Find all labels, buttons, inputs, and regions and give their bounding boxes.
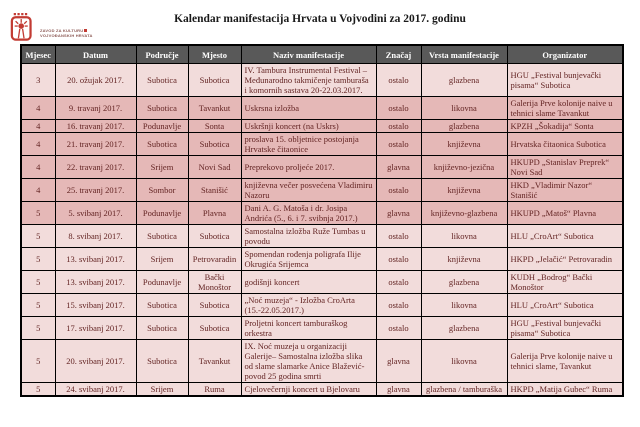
cell-podrucje: Subotica xyxy=(136,97,188,120)
table-row xyxy=(21,383,623,397)
cell-znacaj: ostalo xyxy=(376,179,421,202)
cell-organizator: KUDH „Bodrog“ Bački Monoštor xyxy=(507,271,623,294)
cell-mjesec: 4 xyxy=(21,156,55,179)
cell-naziv-manifestacije: Dani A. G. Matoša i dr. Josipa Andrića (5., 6. i 7. svibnja 2017.) xyxy=(241,202,376,225)
cell-mjesto: Subotica xyxy=(188,317,241,340)
cell-organizator: Galerija Prve kolonije naive u tehnici slame, Tavankut xyxy=(507,340,623,383)
cell-mjesec: 3 xyxy=(21,64,55,97)
cell-naziv-manifestacije: IV. Tambura Instrumental Festival – Međunarodno takmičenje tamburaša i komornih sastava 20-22.03.2017. xyxy=(241,64,376,97)
cell-znacaj: glavna xyxy=(376,202,421,225)
cell-vrsta-manifestacije: književna xyxy=(421,248,507,271)
table-row xyxy=(21,294,623,317)
cell-znacaj: ostalo xyxy=(376,64,421,97)
cell-datum: 24. svibanj 2017. xyxy=(55,383,136,397)
cell-organizator: KPZH „Šokadija“ Sonta xyxy=(507,120,623,133)
cell-datum: 13. svibanj 2017. xyxy=(55,271,136,294)
cell-znacaj: ostalo xyxy=(376,271,421,294)
cell-mjesto: Sonta xyxy=(188,120,241,133)
cell-znacaj: glavna xyxy=(376,383,421,397)
cell-mjesto: Novi Sad xyxy=(188,156,241,179)
events-table xyxy=(20,44,624,397)
table-row xyxy=(21,271,623,294)
cell-mjesto: Petrovaradin xyxy=(188,248,241,271)
cell-organizator: HGU „Festival bunjevački pisama“ Subotica xyxy=(507,317,623,340)
logo-org-line1: ZAVOD ZA KULTURU xyxy=(40,28,84,33)
table-row xyxy=(21,120,623,133)
column-header: Datum xyxy=(55,45,136,64)
cell-mjesec: 4 xyxy=(21,97,55,120)
cell-mjesto: Subotica xyxy=(188,294,241,317)
cell-znacaj: ostalo xyxy=(376,248,421,271)
cell-datum: 8. svibanj 2017. xyxy=(55,225,136,248)
cell-podrucje: Subotica xyxy=(136,340,188,383)
cell-podrucje: Srijem xyxy=(136,248,188,271)
cell-podrucje: Sombor xyxy=(136,179,188,202)
cell-podrucje: Subotica xyxy=(136,133,188,156)
cell-datum: 22. travanj 2017. xyxy=(55,156,136,179)
column-header: Naziv manifestacije xyxy=(241,45,376,64)
cell-naziv-manifestacije: književna večer posvećena Vladimiru Nazoru xyxy=(241,179,376,202)
cell-znacaj: ostalo xyxy=(376,294,421,317)
cell-podrucje: Subotica xyxy=(136,225,188,248)
cell-mjesec: 5 xyxy=(21,225,55,248)
cell-naziv-manifestacije: Preprekovo proljeće 2017. xyxy=(241,156,376,179)
cell-naziv-manifestacije: Uskrsna izložba xyxy=(241,97,376,120)
cell-datum: 13. svibanj 2017. xyxy=(55,248,136,271)
cell-mjesto: Stanišić xyxy=(188,179,241,202)
cell-datum: 17. svibanj 2017. xyxy=(55,317,136,340)
cell-podrucje: Subotica xyxy=(136,64,188,97)
cell-mjesec: 5 xyxy=(21,294,55,317)
cell-naziv-manifestacije: Spomendan rođenja poligrafa Ilije Okrugića Srijemca xyxy=(241,248,376,271)
cell-organizator: HLU „CroArt“ Subotica xyxy=(507,225,623,248)
cell-mjesec: 4 xyxy=(21,179,55,202)
cell-vrsta-manifestacije: likovna xyxy=(421,340,507,383)
cell-mjesec: 5 xyxy=(21,317,55,340)
cell-mjesec: 5 xyxy=(21,271,55,294)
cell-datum: 5. svibanj 2017. xyxy=(55,202,136,225)
cell-naziv-manifestacije: Uskršnji koncert (na Uskrs) xyxy=(241,120,376,133)
cell-mjesto: Subotica xyxy=(188,64,241,97)
cell-organizator: HKD „Vladimir Nazor“ Stanišić xyxy=(507,179,623,202)
cell-znacaj: ostalo xyxy=(376,97,421,120)
cell-naziv-manifestacije: „Noć muzeja“ - Izložba CroArta (15.-22.05.2017.) xyxy=(241,294,376,317)
cell-mjesto: Bački Monoštor xyxy=(188,271,241,294)
cell-datum: 9. travanj 2017. xyxy=(55,97,136,120)
table-row xyxy=(21,156,623,179)
cell-vrsta-manifestacije: likovna xyxy=(421,97,507,120)
cell-znacaj: ostalo xyxy=(376,317,421,340)
logo-org-line2: VOJVOĐANSKIH HRVATA xyxy=(40,33,93,38)
cell-vrsta-manifestacije: likovna xyxy=(421,225,507,248)
cell-vrsta-manifestacije: književna xyxy=(421,133,507,156)
cell-podrucje: Subotica xyxy=(136,317,188,340)
column-header: Mjesec xyxy=(21,45,55,64)
column-header: Organizator xyxy=(507,45,623,64)
cell-mjesto: Tavankut xyxy=(188,340,241,383)
column-header: Područje xyxy=(136,45,188,64)
cell-organizator: Hrvatska čitaonica Subotica xyxy=(507,133,623,156)
cell-organizator: HKUPD „Stanislav Preprek“ Novi Sad xyxy=(507,156,623,179)
cell-znacaj: ostalo xyxy=(376,120,421,133)
cell-mjesto: Ruma xyxy=(188,383,241,397)
column-header: Mjesto xyxy=(188,45,241,64)
cell-organizator: HGU „Festival bunjevački pisama“ Subotica xyxy=(507,64,623,97)
cell-podrucje: Podunavlje xyxy=(136,120,188,133)
table-row xyxy=(21,64,623,97)
cell-vrsta-manifestacije: književno-glazbena xyxy=(421,202,507,225)
cell-vrsta-manifestacije: glazbena xyxy=(421,317,507,340)
cell-vrsta-manifestacije: glazbena / tamburaška xyxy=(421,383,507,397)
table-row xyxy=(21,202,623,225)
cell-organizator: HKPD „Jelačić“ Petrovaradin xyxy=(507,248,623,271)
cell-organizator: HLU „CroArt“ Subotica xyxy=(507,294,623,317)
cell-znacaj: ostalo xyxy=(376,225,421,248)
cell-mjesec: 4 xyxy=(21,120,55,133)
cell-mjesec: 5 xyxy=(21,340,55,383)
cell-mjesec: 5 xyxy=(21,383,55,397)
cell-organizator: HKUPD „Matoš“ Plavna xyxy=(507,202,623,225)
table-row xyxy=(21,340,623,383)
cell-mjesec: 5 xyxy=(21,202,55,225)
logo-org-name xyxy=(40,28,93,41)
cell-mjesto: Plavna xyxy=(188,202,241,225)
cell-podrucje: Subotica xyxy=(136,294,188,317)
logo-square-icon xyxy=(84,29,87,32)
cell-vrsta-manifestacije: književna xyxy=(421,179,507,202)
cell-naziv-manifestacije: godišnji koncert xyxy=(241,271,376,294)
cell-organizator: HKPD „Matija Gubec“ Ruma xyxy=(507,383,623,397)
cell-datum: 21. travanj 2017. xyxy=(55,133,136,156)
cell-vrsta-manifestacije: književno-jezična xyxy=(421,156,507,179)
cell-datum: 15. svibanj 2017. xyxy=(55,294,136,317)
cell-mjesec: 4 xyxy=(21,133,55,156)
cell-datum: 25. travanj 2017. xyxy=(55,179,136,202)
cell-mjesto: Subotica xyxy=(188,225,241,248)
table-body xyxy=(21,64,623,397)
cell-vrsta-manifestacije: glazbena xyxy=(421,64,507,97)
cell-podrucje: Podunavlje xyxy=(136,271,188,294)
cell-podrucje: Podunavlje xyxy=(136,202,188,225)
table-row xyxy=(21,179,623,202)
cell-naziv-manifestacije: IX. Noć muzeja u organizaciji Galerije– Samostalna izložba slika od slame slamarke Anice Blažević- povod 25 godina smrti xyxy=(241,340,376,383)
table-row xyxy=(21,248,623,271)
cell-mjesto: Subotica xyxy=(188,133,241,156)
cell-vrsta-manifestacije: glazbena xyxy=(421,120,507,133)
cell-znacaj: glavna xyxy=(376,156,421,179)
cell-vrsta-manifestacije: glazbena xyxy=(421,271,507,294)
cell-znacaj: ostalo xyxy=(376,133,421,156)
cell-podrucje: Srijem xyxy=(136,383,188,397)
cell-mjesec: 5 xyxy=(21,248,55,271)
table-row xyxy=(21,97,623,120)
cell-naziv-manifestacije: Samostalna izložba Ruže Tumbas u povodu xyxy=(241,225,376,248)
cell-datum: 20. ožujak 2017. xyxy=(55,64,136,97)
cell-naziv-manifestacije: Proljetni koncert tamburaškog orkestra xyxy=(241,317,376,340)
column-header: Značaj xyxy=(376,45,421,64)
table-row xyxy=(21,133,623,156)
cell-podrucje: Srijem xyxy=(136,156,188,179)
column-header: Vrsta manifestacije xyxy=(421,45,507,64)
table-header-row xyxy=(21,45,623,64)
cell-datum: 20. svibanj 2017. xyxy=(55,340,136,383)
table-row xyxy=(21,317,623,340)
cell-znacaj: glavna xyxy=(376,340,421,383)
cell-mjesto: Tavankut xyxy=(188,97,241,120)
cell-vrsta-manifestacije: likovna xyxy=(421,294,507,317)
cell-organizator: Galerija Prve kolonije naive u tehnici slame Tavankut xyxy=(507,97,623,120)
cell-datum: 16. travanj 2017. xyxy=(55,120,136,133)
table-row xyxy=(21,225,623,248)
cell-naziv-manifestacije: proslava 15. obljetnice postojanja Hrvatske čitaonice xyxy=(241,133,376,156)
page-title: Kalendar manifestacija Hrvata u Vojvodini za 2017. godinu xyxy=(174,13,466,25)
cell-naziv-manifestacije: Cjelovečernji koncert u Bjelovaru xyxy=(241,383,376,397)
